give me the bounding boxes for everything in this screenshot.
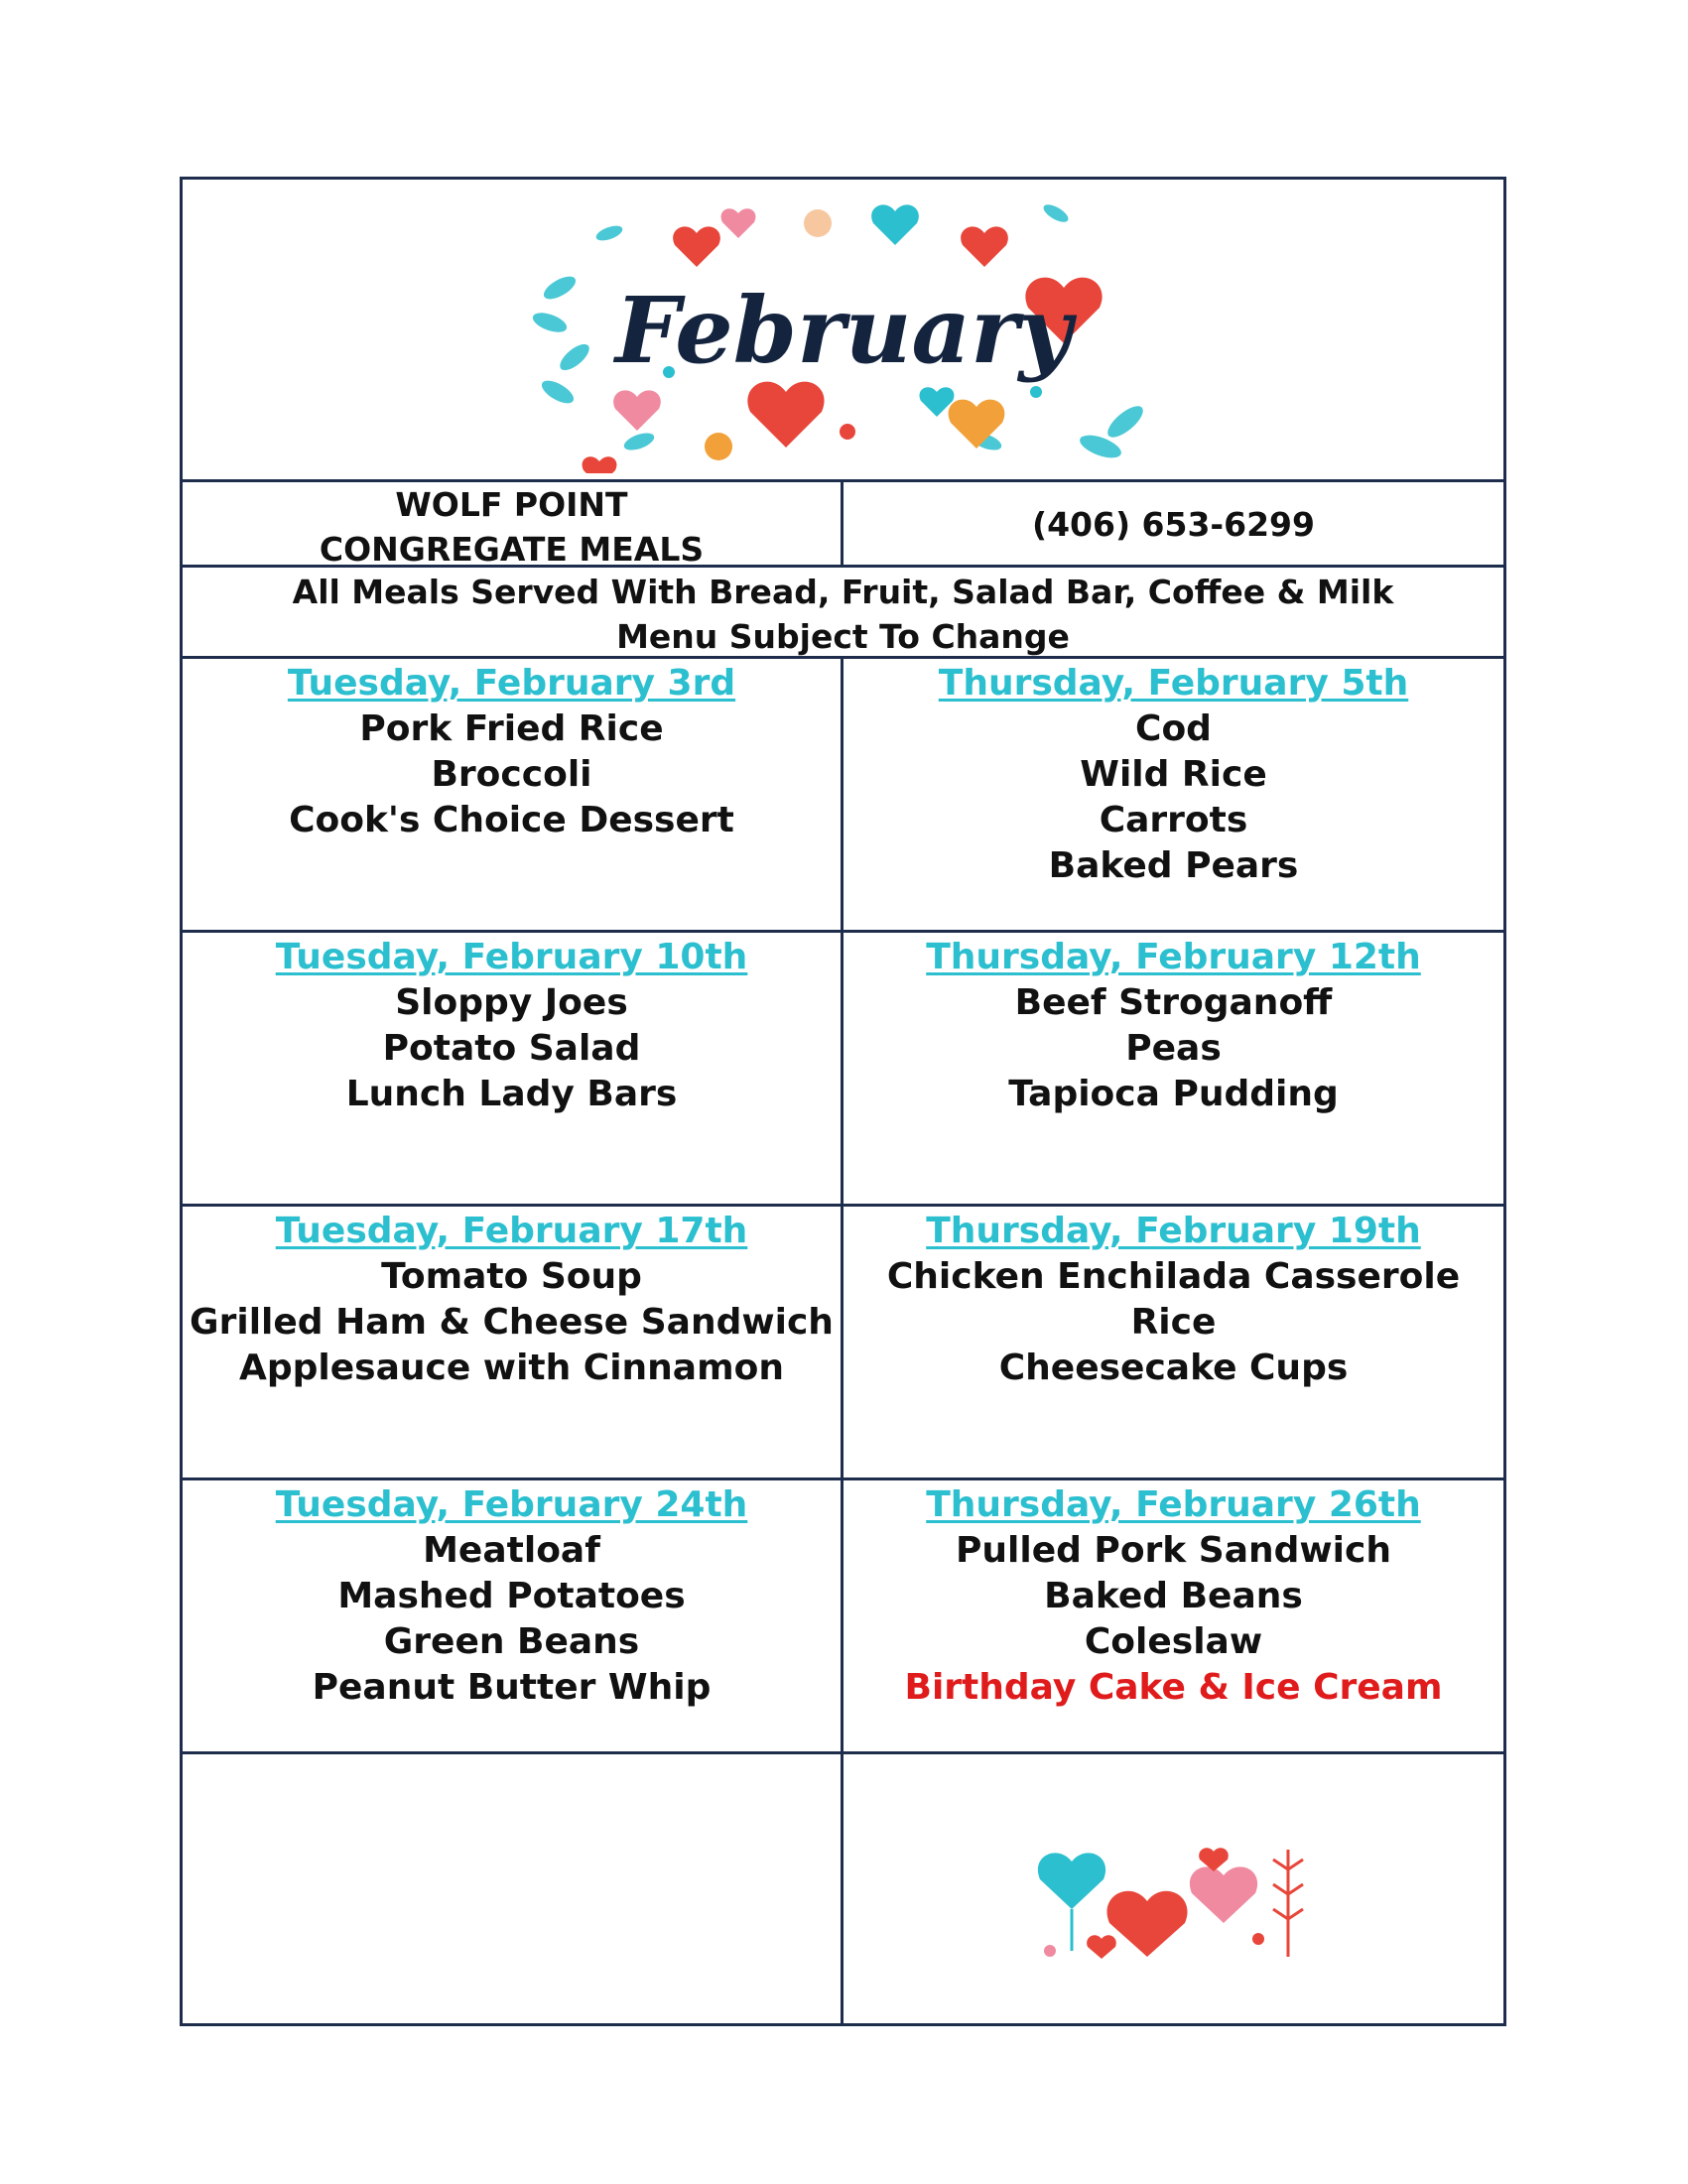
notes-row bbox=[183, 568, 1503, 659]
meal-row bbox=[183, 1480, 1503, 1754]
dish-item: Tomato Soup bbox=[381, 1256, 642, 1297]
meal-cell bbox=[844, 1207, 1503, 1477]
phone-number: (406) 653-6299 bbox=[1032, 505, 1315, 544]
notes-line1: All Meals Served With Bread, Fruit, Salad Bar, Coffee & Milk bbox=[292, 573, 1394, 611]
dish-item: Applesauce with Cinnamon bbox=[239, 1348, 784, 1388]
meal-row bbox=[183, 933, 1503, 1207]
dish-item: Peanut Butter Whip bbox=[312, 1667, 712, 1708]
empty-cell bbox=[183, 1754, 844, 2023]
dish-item: Peas bbox=[1125, 1028, 1222, 1069]
org-name-line2: CONGREGATE MEALS bbox=[319, 530, 705, 569]
meal-date-link[interactable]: Tuesday, February 24th bbox=[275, 1484, 748, 1525]
phone-cell bbox=[844, 482, 1503, 565]
dish-item: Sloppy Joes bbox=[395, 982, 628, 1023]
dish-item: Pork Fried Rice bbox=[359, 708, 664, 749]
dish-item: Carrots bbox=[1099, 800, 1248, 840]
meal-row bbox=[183, 659, 1503, 933]
meal-date-link[interactable]: Thursday, February 26th bbox=[926, 1484, 1421, 1525]
dish-item: Broccoli bbox=[431, 754, 592, 795]
dish-item: Mashed Potatoes bbox=[337, 1576, 686, 1616]
meal-date-link[interactable]: Thursday, February 12th bbox=[926, 937, 1421, 977]
dish-item: Cod bbox=[1135, 708, 1212, 749]
header-row bbox=[183, 482, 1503, 568]
dish-item: Lunch Lady Bars bbox=[345, 1074, 678, 1114]
hearts-art-cell bbox=[844, 1754, 1503, 2023]
dish-item: Coleslaw bbox=[1084, 1621, 1263, 1662]
meal-cell bbox=[183, 1207, 844, 1477]
dish-item: Chicken Enchilada Casserole bbox=[886, 1256, 1461, 1297]
meal-cell bbox=[844, 1480, 1503, 1751]
dish-item: Green Beans bbox=[383, 1621, 640, 1662]
dish-item: Potato Salad bbox=[382, 1028, 641, 1069]
notes-cell bbox=[183, 568, 1503, 656]
dish-item: Beef Stroganoff bbox=[1014, 982, 1333, 1023]
meal-cell bbox=[844, 659, 1503, 930]
dish-item: Rice bbox=[1130, 1302, 1217, 1343]
meal-date-link[interactable]: Thursday, February 5th bbox=[938, 663, 1409, 704]
dish-item: Grilled Ham & Cheese Sandwich bbox=[190, 1302, 834, 1343]
february-banner-art bbox=[520, 193, 1167, 473]
hearts-decoration-art bbox=[1030, 1840, 1318, 1961]
dish-item: Baked Beans bbox=[1044, 1576, 1303, 1616]
menu-table bbox=[180, 177, 1506, 2026]
meal-cell bbox=[183, 1480, 844, 1751]
meal-cell bbox=[183, 933, 844, 1204]
meal-date-link[interactable]: Tuesday, February 17th bbox=[275, 1211, 748, 1251]
banner-cell bbox=[183, 180, 1503, 479]
meal-cell bbox=[844, 933, 1503, 1204]
dish-item: Cheesecake Cups bbox=[998, 1348, 1349, 1388]
dish-item: Wild Rice bbox=[1080, 754, 1267, 795]
birthday-special-item: Birthday Cake & Ice Cream bbox=[904, 1667, 1443, 1708]
dish-item: Pulled Pork Sandwich bbox=[956, 1530, 1391, 1571]
banner-title: February bbox=[614, 277, 1073, 384]
meal-date-link[interactable]: Thursday, February 19th bbox=[926, 1211, 1421, 1251]
meal-date-link[interactable]: Tuesday, February 10th bbox=[275, 937, 748, 977]
dish-item: Meatloaf bbox=[423, 1530, 600, 1571]
dish-item: Tapioca Pudding bbox=[1008, 1074, 1339, 1114]
notes-line2: Menu Subject To Change bbox=[616, 617, 1070, 656]
footer-row bbox=[183, 1754, 1503, 2023]
banner-row bbox=[183, 180, 1503, 482]
meal-cell bbox=[183, 659, 844, 930]
org-name-line1: WOLF POINT bbox=[395, 485, 628, 524]
org-name-cell bbox=[183, 482, 844, 569]
meal-date-link[interactable]: Tuesday, February 3rd bbox=[287, 663, 736, 704]
meal-row bbox=[183, 1207, 1503, 1480]
dish-item: Cook's Choice Dessert bbox=[289, 800, 734, 840]
dish-item: Baked Pears bbox=[1048, 845, 1299, 886]
